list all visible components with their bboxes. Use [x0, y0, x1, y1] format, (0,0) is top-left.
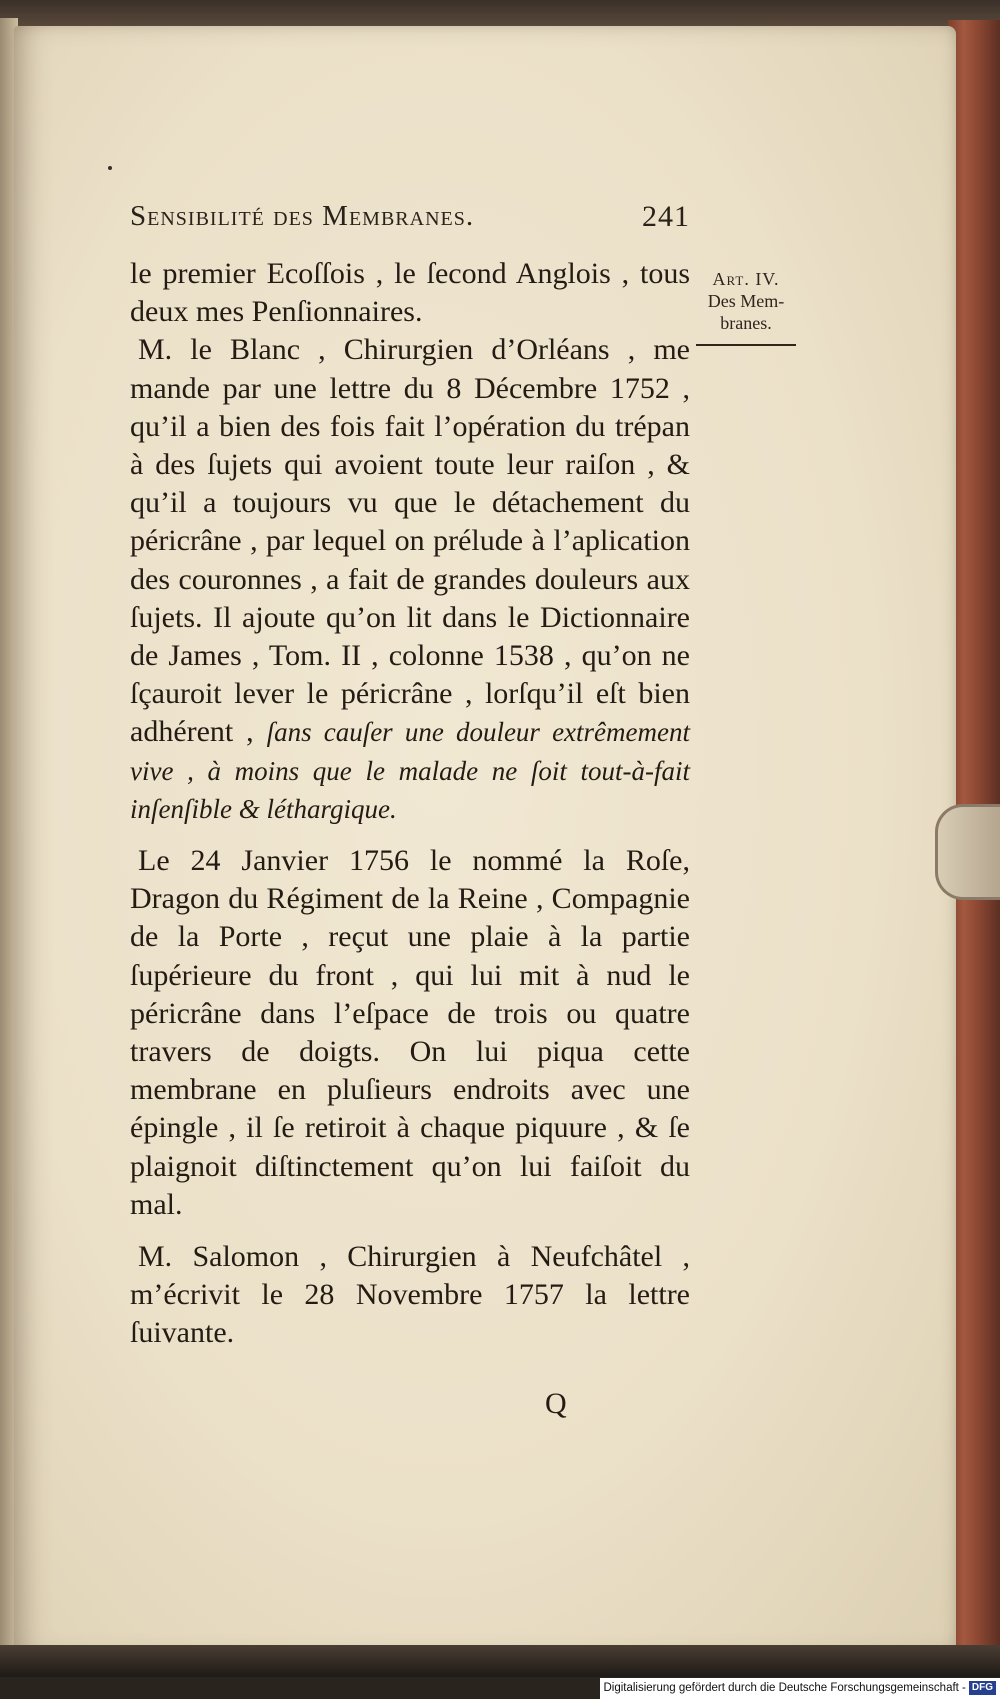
running-head-title: Sensibilité des Membranes.	[130, 200, 475, 232]
paragraph-2-text: M. le Blanc , Chirurgien d’Orléans , me mande par une lettre du 8 Décembre 1752 , qu’il a bien des fois fait l’opération du trépan à des ſujets qui avoient toute leur raiſon , & qu’il a toujours vu que le détachement du péricrâne , par lequel on prélude à l’aplication des couronnes , a fait de grandes douleurs aux ſujets. Il ajoute qu’on lit dans le Dictionnaire de James , Tom. II , colonne 1538 , qu’on ne ſçauroit lever le péricrâne , lorſqu’il eſt bien adhérent ,	[130, 333, 690, 749]
page-clamp	[935, 804, 1000, 900]
catchword: Q	[545, 1387, 567, 1420]
margin-note	[690, 268, 802, 346]
digitization-credit	[600, 1678, 1000, 1699]
paragraph-4: M. Salomon , Chirurgien à Neufchâtel , m’écrivit le 28 Novembre 1757 la lettre ſuivante.	[130, 1240, 690, 1350]
running-head	[130, 200, 690, 240]
paragraph-3: Le 24 Janvier 1756 le nommé la Roſe, Dragon du Régiment de la Reine , Compagnie de la Porte , reçut une plaie à la partie ſupérieure du front , qui lui mit à nud le péricrâne dans l’eſpace de trois ou quatre travers de doigts. On lui piqua cette membrane en pluſieurs endroits avec une épingle , il ſe retiroit à chaque piquure , & ſe plaignoit diſtinctement qu’on lui faiſoit du mal.	[130, 844, 690, 1221]
page-number: 241	[642, 200, 690, 233]
book-bottom-edge	[0, 1645, 1000, 1677]
dfg-logo: DFG	[969, 1681, 996, 1695]
margin-note-article: Art. IV.	[712, 269, 780, 289]
margin-note-rule	[696, 344, 796, 346]
paragraph-2	[130, 331, 690, 828]
credit-text: Digitalisierung gefördert durch die Deutsche Forschungsgemeinschaft -	[603, 1682, 966, 1694]
body-text	[130, 255, 690, 1353]
book-top-edge	[0, 0, 1000, 28]
paragraph-1: le premier Ecoſſois , le ſecond Anglois , tous deux mes Penſionnaires.	[130, 257, 690, 329]
paragraph-2-quote: ſans cauſer une douleur extrêmement vive , à moins que le malade ne ſoit tout-à-fait inſenſible & léthargique.	[130, 717, 691, 824]
ink-dot	[108, 166, 112, 170]
margin-note-section: Des Mem-branes.	[707, 291, 785, 333]
